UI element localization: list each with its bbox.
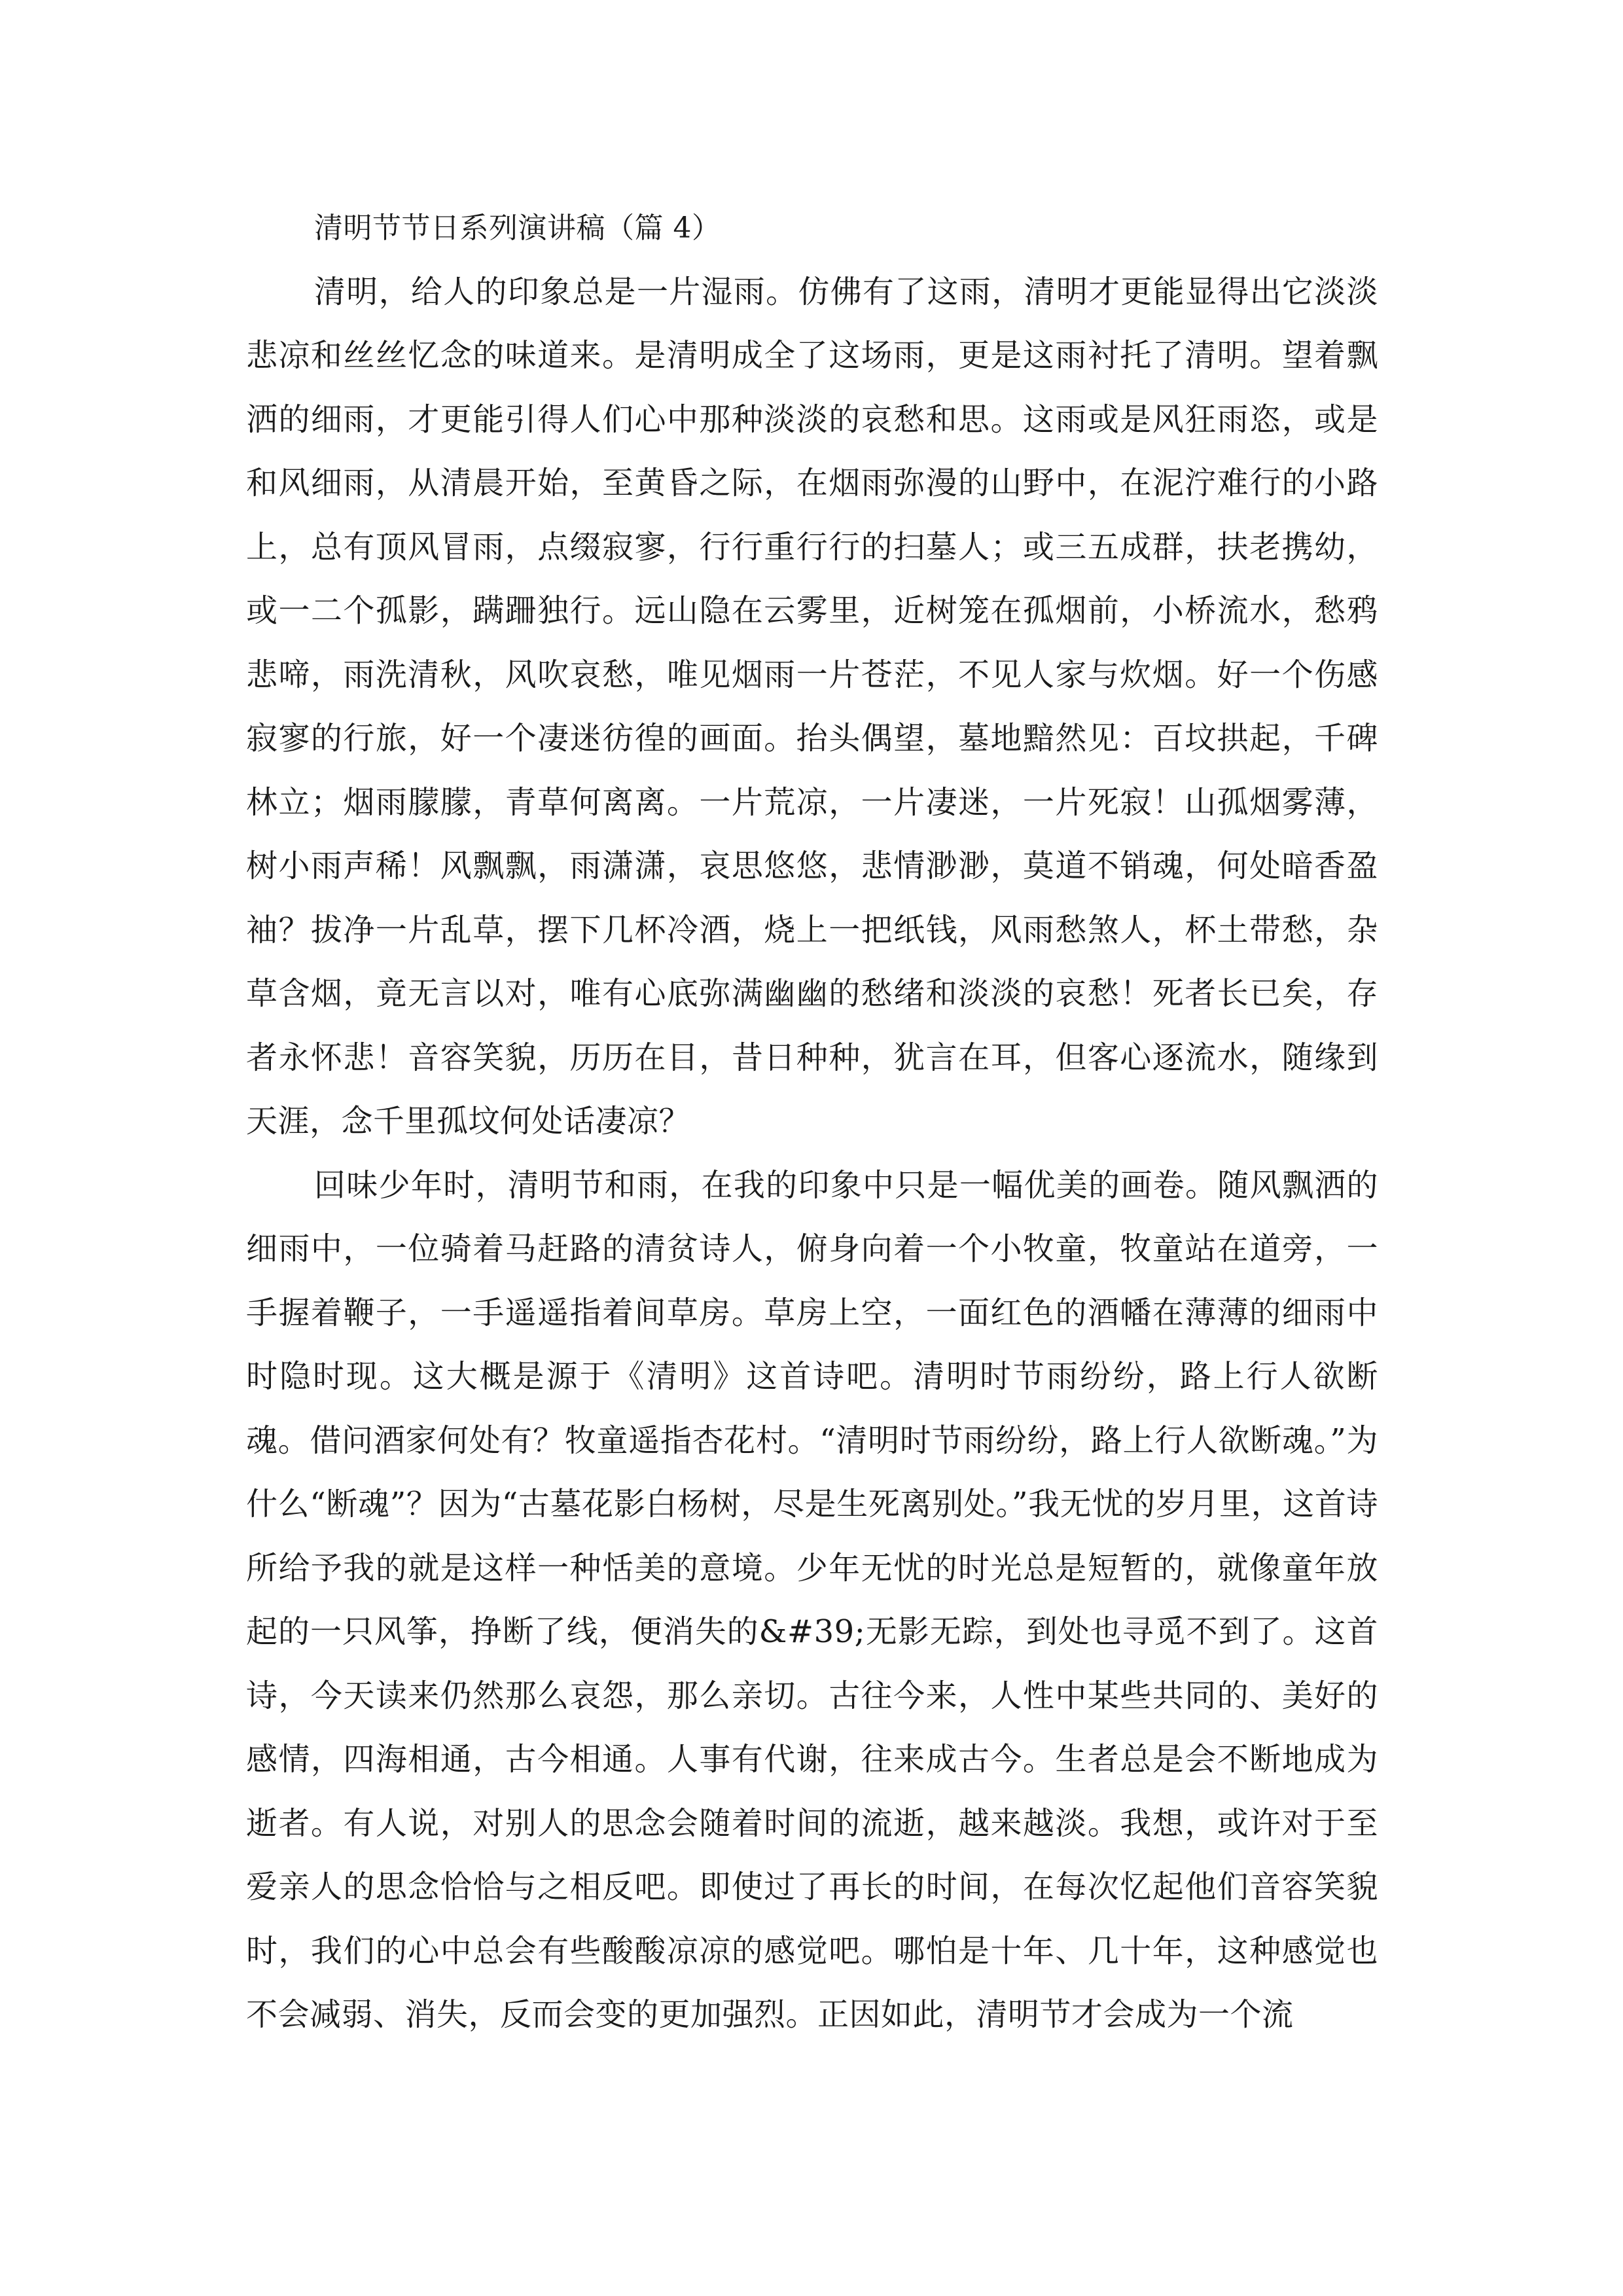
paragraph-2: 回味少年时，清明节和雨，在我的印象中只是一幅优美的画卷。随风飘洒的细雨中，一位骑着马赶路的清贫诗人，俯身向着一个小牧童，牧童站在道旁，一手握着鞭子，一手遥遥指着间草房。草房上空，一面红色的酒幡在薄薄的细雨中时隐时现。这大概是源于《清明》这首诗吧。清明时节雨纷纷，路上行人欲断魂。借问酒家何处有？牧童遥指杏花村。“清明时节雨纷纷，路上行人欲断魂。”为什么“断魂”？因为“古墓花影白杨树，尽是生死离别处。”我无忧的岁月里，这首诗所给予我的就是这样一种恬美的意境。少年无忧的时光总是短暂的，就像童年放起的一只风筝，挣断了线，便消失的&#39;无影无踪，到处也寻觅不到了。这首诗，今天读来仍然那么哀怨，那么亲切。古往今来，人性中某些共同的、美好的感情，四海相通，古今相通。人事有代谢，往来成古今。生者总是会不断地成为逝者。有人说，对别人的思念会随着时间的流逝，越来越淡。我想，或许对于至爱亲人的思念恰恰与之相反吧。即使过了再长的时间，在每次忆起他们音容笑貌时，我们的心中总会有些酸酸凉凉的感觉吧。哪怕是十年、几十年，这种感觉也不会减弱、消失，反而会变的更加强烈。正因如此，清明节才会成为一个流 <box>246 1166 1378 2033</box>
document-title: 清明节节日系列演讲稿（篇 4） <box>314 211 721 245</box>
document-body <box>246 196 1378 2047</box>
paragraph-1: 清明，给人的印象总是一片湿雨。仿佛有了这雨，清明才更能显得出它淡淡悲凉和丝丝忆念的味道来。是清明成全了这场雨，更是这雨衬托了清明。望着飘洒的细雨，才更能引得人们心中那种淡淡的哀愁和思。这雨或是风狂雨恣，或是和风细雨，从清晨开始，至黄昏之际，在烟雨弥漫的山野中，在泥泞难行的小路上，总有顶风冒雨，点缀寂寥，行行重行行的扫墓人；或三五成群，扶老携幼，或一二个孤影，蹒跚独行。远山隐在云雾里，近树笼在孤烟前，小桥流水，愁鸦悲啼，雨洗清秋，风吹哀愁，唯见烟雨一片苍茫，不见人家与炊烟。好一个伤感寂寥的行旅，好一个凄迷彷徨的画面。抬头偶望，墓地黯然见：百坟拱起，千碑林立；烟雨朦朦，青草何离离。一片荒凉，一片凄迷，一片死寂！山孤烟雾薄，树小雨声稀！风飘飘，雨潇潇，哀思悠悠，悲情渺渺，莫道不销魂，何处暗香盈袖？拔净一片乱草，摆下几杯冷酒，烧上一把纸钱，风雨愁煞人，杯土带愁，杂草含烟，竟无言以对，唯有心底弥满幽幽的愁绪和淡淡的哀愁！死者长已矣，存者永怀悲！音容笑貌，历历在目，昔日种种，犹言在耳，但客心逐流水，随缘到天涯，念千里孤坟何处话凄凉？ <box>246 273 1378 1139</box>
